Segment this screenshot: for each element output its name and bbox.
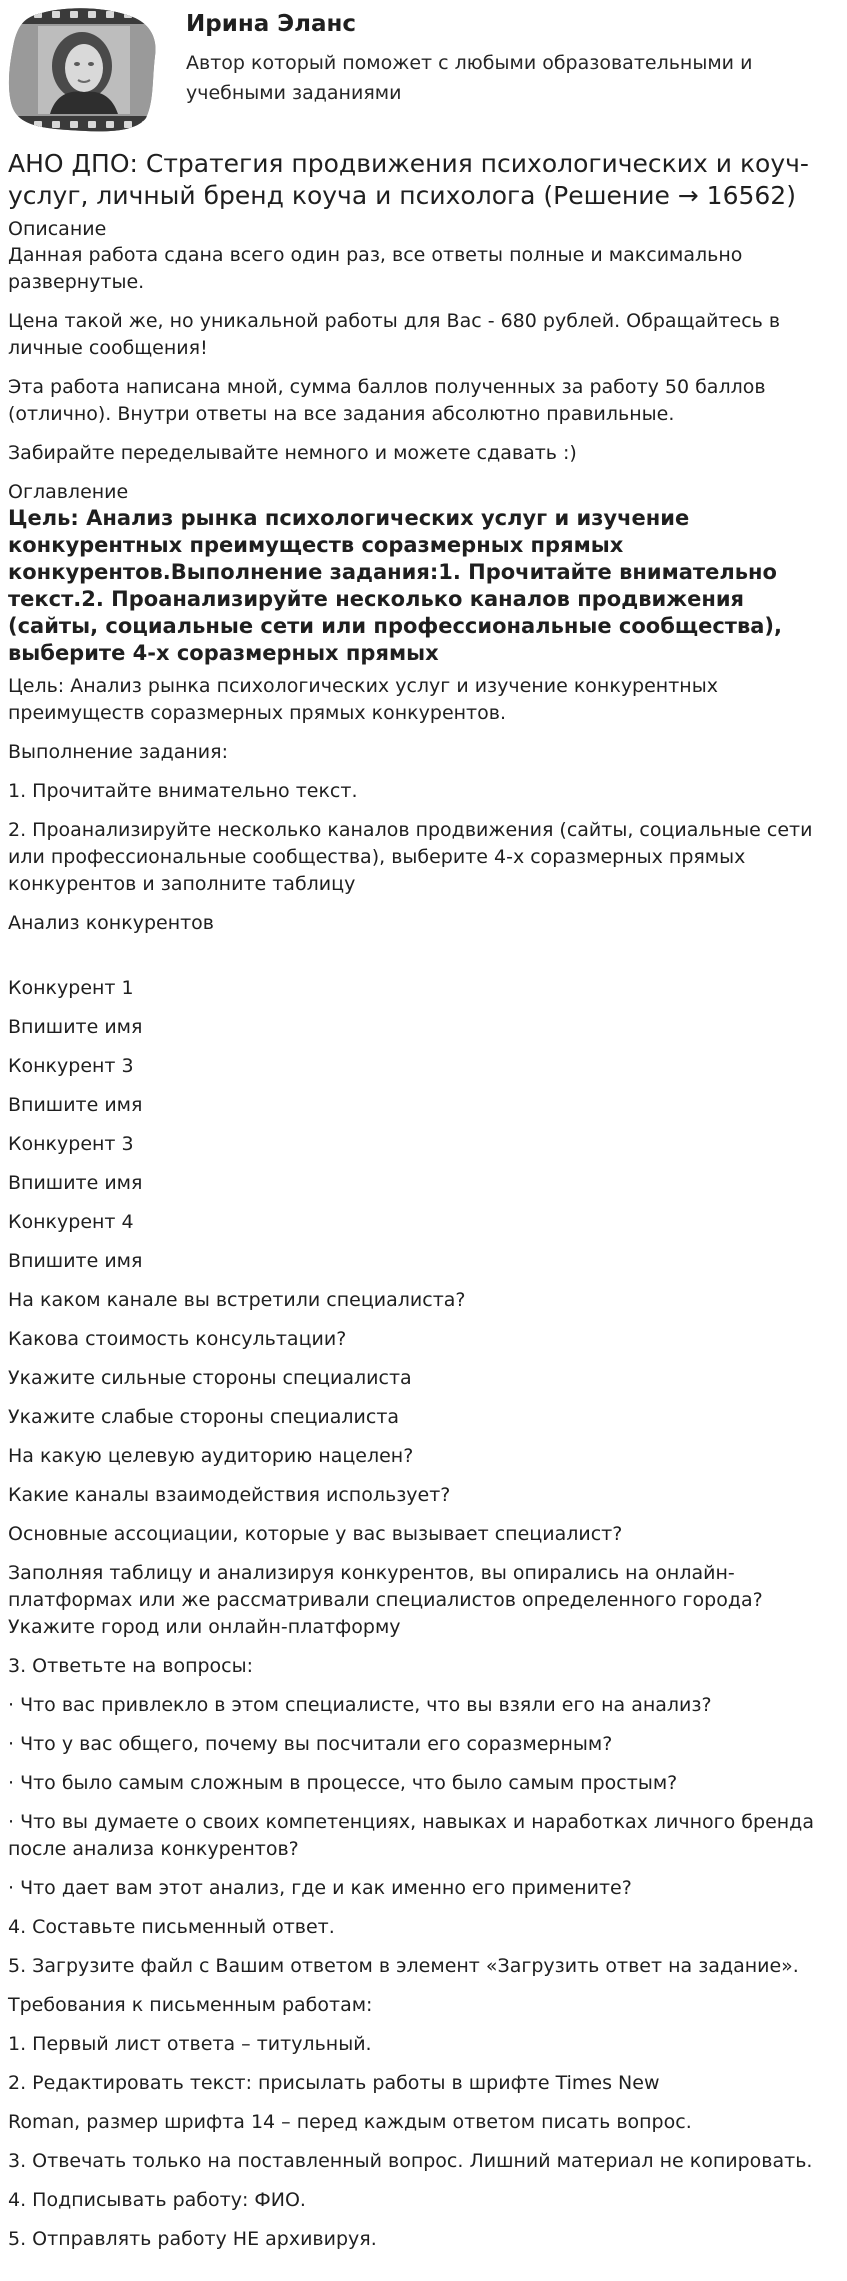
toc-line: · Что вас привлекло в этом специалисте, что вы взяли его на анализ? (8, 1694, 712, 1716)
toc-line: · Что дает вам этот анализ, где и как именно его примените? (8, 1877, 632, 1899)
toc-line: Конкурент 1 (8, 977, 134, 999)
toc-line: На каком канале вы встретили специалиста? (8, 1289, 466, 1311)
toc-line: 4. Составьте письменный ответ. (8, 1916, 335, 1938)
toc-line: Требования к письменным работам: (8, 1994, 373, 2016)
description-paragraph: Цена такой же, но уникальной работы для Вас - 680 рублей. Обращайтесь в личные сообщения! (8, 310, 781, 359)
author-description: Автор который поможет с любыми образовательными и учебными заданиями (186, 52, 753, 104)
toc-body-part-2 (8, 975, 840, 2253)
toc-line: 3. Отвечать только на поставленный вопрос. Лишний материал не копировать. (8, 2150, 813, 2172)
toc-line: Анализ конкурентов (8, 912, 215, 934)
toc-line: Впишите имя (8, 1250, 143, 1272)
toc-line: 2. Редактировать текст: присылать работы в шрифте Times New (8, 2072, 660, 2094)
toc-line: Конкурент 3 (8, 1133, 134, 1155)
toc-line: Укажите сильные стороны специалиста (8, 1367, 412, 1389)
toc-line: Цель: Анализ рынка психологических услуг и изучение конкурентных преимуществ соразмерных прямых конкурентов. (8, 675, 718, 724)
author-name[interactable]: Ирина Эланс (186, 11, 357, 37)
toc-line: Выполнение задания: (8, 741, 228, 763)
toc-line: 1. Прочитайте внимательно текст. (8, 780, 358, 802)
description-section (8, 242, 840, 467)
toc-line: · Что у вас общего, почему вы посчитали его соразмерным? (8, 1733, 613, 1755)
toc-line: Заполняя таблицу и анализируя конкурентов, вы опирались на онлайн-платформах или же рассматривали специалистов определенного города? Укажите город или онлайн-платформу (8, 1562, 763, 1638)
description-paragraph: Забирайте переделывайте немного и можете сдавать :) (8, 442, 577, 464)
toc-line: 2. Проанализируйте несколько каналов продвижения (сайты, социальные сети или профессиональные сообщества), выберите 4-х соразмерных прямых конкурентов и заполните таблицу (8, 819, 813, 895)
description-paragraph: Эта работа написана мной, сумма баллов полученных за работу 50 баллов (отлично). Внутри ответы на все задания абсолютно правильные. (8, 376, 766, 425)
avatar-icon[interactable] (8, 6, 158, 134)
toc-line: Впишите имя (8, 1094, 143, 1116)
toc-line: Какова стоимость консультации? (8, 1328, 347, 1350)
toc-line: 4. Подписывать работу: ФИО. (8, 2189, 306, 2211)
toc-line: · Что вы думаете о своих компетенциях, навыках и наработках личного бренда после анализа конкурентов? (8, 1811, 814, 1860)
toc-line: 1. Первый лист ответа – титульный. (8, 2033, 372, 2055)
toc-line: 3. Ответьте на вопросы: (8, 1655, 254, 1677)
toc-body-part-1 (8, 673, 840, 937)
description-paragraph: Данная работа сдана всего один раз, все ответы полные и максимально развернутые. (8, 244, 743, 293)
description-label: Описание (8, 218, 107, 240)
toc-line: На какую целевую аудиторию нацелен? (8, 1445, 414, 1467)
document-content (8, 148, 840, 2253)
toc-line: Основные ассоциации, которые у вас вызывает специалист? (8, 1523, 623, 1545)
page-title: АНО ДПО: Стратегия продвижения психологических и коуч-услуг, личный бренд коуча и психолога (Решение → 16562) (8, 149, 809, 210)
toc-line: Конкурент 4 (8, 1211, 134, 1233)
toc-label: Оглавление (8, 481, 129, 503)
toc-line: Впишите имя (8, 1172, 143, 1194)
toc-line: Какие каналы взаимодействия использует? (8, 1484, 451, 1506)
toc-line: 5. Загрузите файл с Вашим ответом в элемент «Загрузить ответ на задание». (8, 1955, 799, 1977)
toc-line: · Что было самым сложным в процессе, что было самым простым? (8, 1772, 678, 1794)
toc-line: Roman, размер шрифта 14 – перед каждым ответом писать вопрос. (8, 2111, 692, 2133)
spacer (8, 949, 840, 975)
author-header (8, 0, 847, 148)
toc-heading: Цель: Анализ рынка психологических услуг и изучение конкурентных преимуществ соразмерных прямых конкурентов.Выполнение задания:1. Прочитайте внимательно текст.2. Проанализируйте несколько каналов продвижения (сайты, социальные сети или профессиональные сообщества), выберите 4-х соразмерных прямых (8, 506, 782, 665)
toc-line: Конкурент 3 (8, 1055, 134, 1077)
toc-line: 5. Отправлять работу НЕ архивируя. (8, 2228, 377, 2250)
toc-line: Укажите слабые стороны специалиста (8, 1406, 400, 1428)
toc-line: Впишите имя (8, 1016, 143, 1038)
